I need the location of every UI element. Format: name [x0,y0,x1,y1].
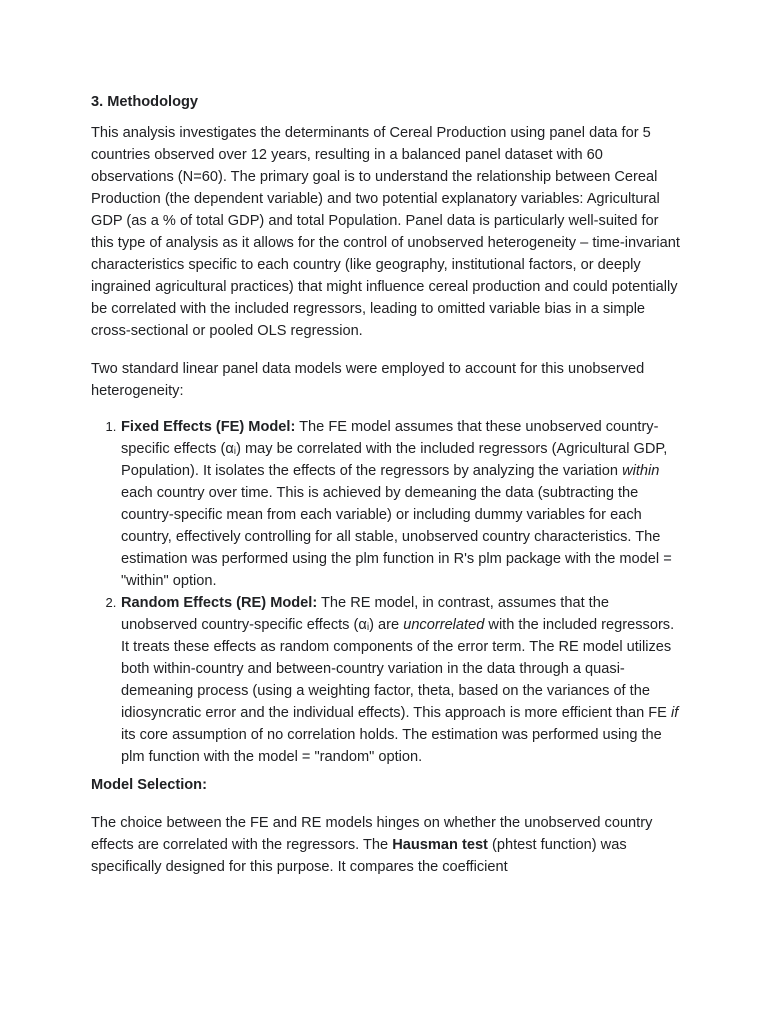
model-text: The RE model, in contrast, assumes that the unobserved country-specific effects (αᵢ) are [121,595,609,633]
model-emphasis: within [622,463,660,479]
models-list [91,416,681,768]
model-text: its core assumption of no correlation holds. The estimation was performed using the plm function with the model = "random" option. [121,727,662,765]
model-text: each country over time. This is achieved by demeaning the data (subtracting the country-specific mean from each variable) or including dummy variables for each country, effectively controlling for all stable, unobserved country characteristics. The estimation was performed using the plm function in R's plm package with the model = "within" option. [121,485,672,589]
model-label: Fixed Effects (FE) Model: [121,419,296,435]
model-selection-text: The choice between the FE and RE models hinges on whether the unobserved country effects are correlated with the regressors. The [91,815,653,853]
model-emphasis: if [670,705,679,721]
list-item-random-effects [120,592,681,768]
model-selection-paragraph [91,812,681,878]
model-selection-heading: Model Selection: [91,777,207,793]
model-label: Random Effects (RE) Model: [121,595,318,611]
model-emphasis: uncorrelated [403,617,485,633]
document-page [91,92,681,894]
model-text: The FE model assumes that these unobserved country-specific effects (αᵢ) may be correlated with the included regressors (Agricultural GDP, Population). It isolates the effects of the regressors by analyzing the variation [121,419,668,479]
intro-paragraph: This analysis investigates the determinants of Cereal Production using panel data for 5 countries observed over 12 years, resulting in a balanced panel dataset with 60 observations (N=60). The primary goal is to understand the relationship between Cereal Production (the dependent variable) and two potential explanatory variables: Agricultural GDP (as a % of total GDP) and total Population. Panel data is particularly well-suited for this type of analysis as it allows for the control of unobserved heterogeneity – time-invariant characteristics specific to each country (like geography, institutional factors, or deeply ingrained agricultural practices) that might influence cereal production and could potentially be correlated with the included regressors, leading to omitted variable bias in a simple cross-sectional or pooled OLS regression. [91,125,680,339]
section-title: 3. Methodology [91,94,199,110]
model-text: with the included regressors. It treats these effects as random components of the error term. The RE model utilizes both within-country and between-country variation in the data through a quasi-demeaning process (using a weighting factor, theta, based on the variances of the idiosyncratic error and the individual effects). This approach is more efficient than FE [121,617,675,721]
models-intro-paragraph: Two standard linear panel data models were employed to account for this unobserved heterogeneity: [91,361,645,399]
list-item-fixed-effects [120,416,681,592]
hausman-test-term: Hausman test [392,837,488,853]
model-selection-text: (phtest function) was specifically designed for this purpose. It compares the coefficient [91,837,627,875]
